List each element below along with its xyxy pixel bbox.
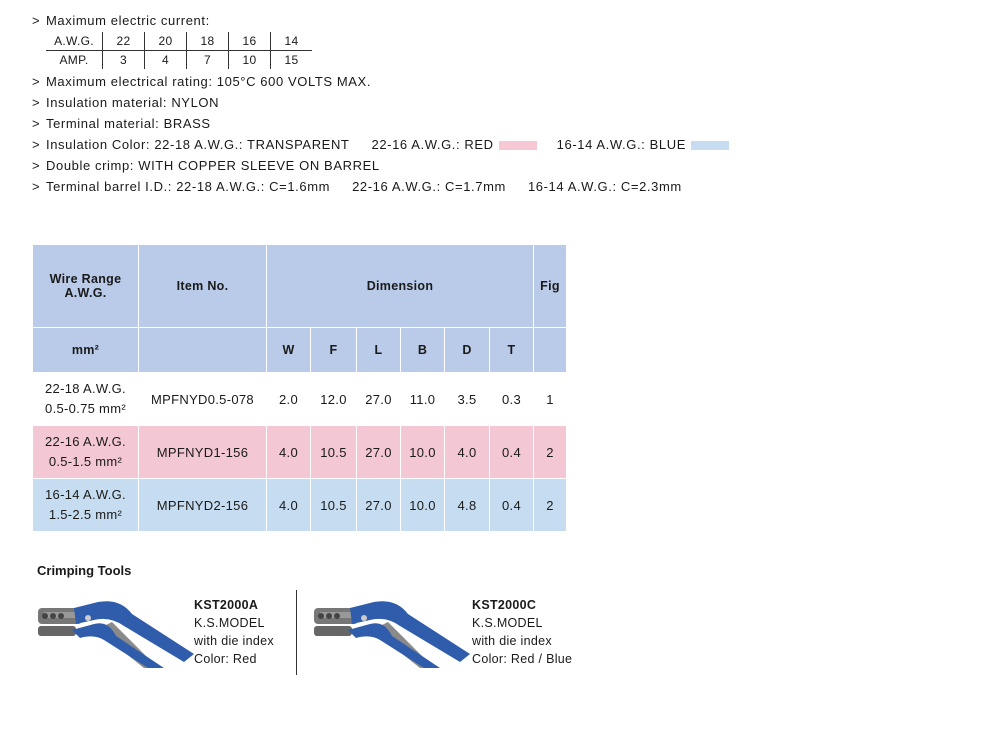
table-row — [33, 373, 567, 426]
item-no-header: Item No. — [139, 245, 267, 328]
f-cell: 12.0 — [311, 373, 357, 426]
awg-header: A.W.G. — [46, 32, 103, 51]
t-cell: 0.4 — [490, 479, 534, 532]
red-color-swatch — [499, 141, 537, 150]
crimping-tool-icon — [36, 596, 194, 668]
amp-cell: 3 — [103, 51, 145, 70]
table-row — [33, 426, 567, 479]
awg-cell: 20 — [145, 32, 187, 51]
dimension-table — [32, 244, 567, 532]
spec-double-crimp: > Double crimp: WITH COPPER SLEEVE ON BARREL — [32, 155, 729, 176]
amp-cell: 15 — [271, 51, 313, 70]
l-cell: 27.0 — [357, 426, 401, 479]
bullet-icon: > — [32, 137, 41, 152]
table-row — [33, 479, 567, 532]
tool-model: KST2000C — [472, 598, 537, 612]
spec-terminal-material: > Terminal material: BRASS — [32, 113, 729, 134]
d-cell: 4.0 — [445, 426, 490, 479]
col-w-header: W — [267, 328, 311, 373]
spec-insulation-material: > Insulation material: NYLON — [32, 92, 729, 113]
bullet-icon: > — [32, 158, 41, 173]
current-table — [46, 32, 312, 69]
b-cell: 11.0 — [401, 373, 445, 426]
spec-rating: > Maximum electrical rating: 105°C 600 VOLTS MAX. — [32, 71, 729, 92]
crimping-tools-title: Crimping Tools — [37, 563, 132, 578]
awg-cell: 16 — [229, 32, 271, 51]
l-cell: 27.0 — [357, 479, 401, 532]
amp-cell: 10 — [229, 51, 271, 70]
blue-color-swatch — [691, 141, 729, 150]
awg-cell: 14 — [271, 32, 313, 51]
bullet-icon: > — [32, 179, 41, 194]
col-t-header: T — [490, 328, 534, 373]
divider — [296, 590, 297, 675]
fig-cell: 2 — [534, 426, 567, 479]
b-cell: 10.0 — [401, 479, 445, 532]
fig-header: Fig — [534, 245, 567, 328]
spec-max-current: > Maximum electric current: — [32, 10, 729, 31]
t-cell: 0.3 — [490, 373, 534, 426]
item-no-cell: MPFNYD2-156 — [139, 479, 267, 532]
d-cell: 4.8 — [445, 479, 490, 532]
amp-cell: 7 — [187, 51, 229, 70]
d-cell: 3.5 — [445, 373, 490, 426]
awg-cell: 22 — [103, 32, 145, 51]
tool-info: KST2000C K.S.MODEL with die index Color: Red / Blue — [472, 598, 573, 666]
crimping-tool-icon — [312, 596, 470, 668]
wire-range-cell: 22-18 A.W.G. 0.5-0.75 mm² — [33, 373, 139, 426]
fig-cell: 2 — [534, 479, 567, 532]
item-no-cell: MPFNYD1-156 — [139, 426, 267, 479]
bullet-icon: > — [32, 95, 41, 110]
blank-header — [534, 328, 567, 373]
blank-header — [139, 328, 267, 373]
amp-header: AMP. — [59, 53, 89, 67]
bullet-icon: > — [32, 116, 41, 131]
bullet-icon: > — [32, 13, 41, 28]
spec-insulation-color: > Insulation Color: 22-18 A.W.G.: TRANSPARENT 22-16 A.W.G.: RED 16-14 A.W.G.: BLUE — [32, 134, 729, 155]
col-f-header: F — [311, 328, 357, 373]
b-cell: 10.0 — [401, 426, 445, 479]
col-d-header: D — [445, 328, 490, 373]
mm2-header: mm² — [33, 328, 139, 373]
bullet-icon: > — [32, 74, 41, 89]
f-cell: 10.5 — [311, 426, 357, 479]
f-cell: 10.5 — [311, 479, 357, 532]
w-cell: 2.0 — [267, 373, 311, 426]
wire-range-cell: 22-16 A.W.G. 0.5-1.5 mm² — [33, 426, 139, 479]
wire-range-cell: 16-14 A.W.G. 1.5-2.5 mm² — [33, 479, 139, 532]
col-b-header: B — [401, 328, 445, 373]
fig-cell: 1 — [534, 373, 567, 426]
dimension-header: Dimension — [267, 245, 534, 328]
awg-cell: 18 — [187, 32, 229, 51]
amp-cell: 4 — [145, 51, 187, 70]
item-no-cell: MPFNYD0.5-078 — [139, 373, 267, 426]
w-cell: 4.0 — [267, 479, 311, 532]
tool-model: KST2000A — [194, 598, 259, 612]
wire-range-header: Wire Range A.W.G. — [33, 245, 139, 328]
col-l-header: L — [357, 328, 401, 373]
specifications — [32, 10, 729, 197]
spec-terminal-barrel: > Terminal barrel I.D.: 22-18 A.W.G.: C=1.6mm 22-16 A.W.G.: C=1.7mm 16-14 A.W.G.: C=2.3mm — [32, 176, 729, 197]
tool-info: KST2000A K.S.MODEL with die index Color: Red — [194, 598, 274, 666]
w-cell: 4.0 — [267, 426, 311, 479]
l-cell: 27.0 — [357, 373, 401, 426]
t-cell: 0.4 — [490, 426, 534, 479]
